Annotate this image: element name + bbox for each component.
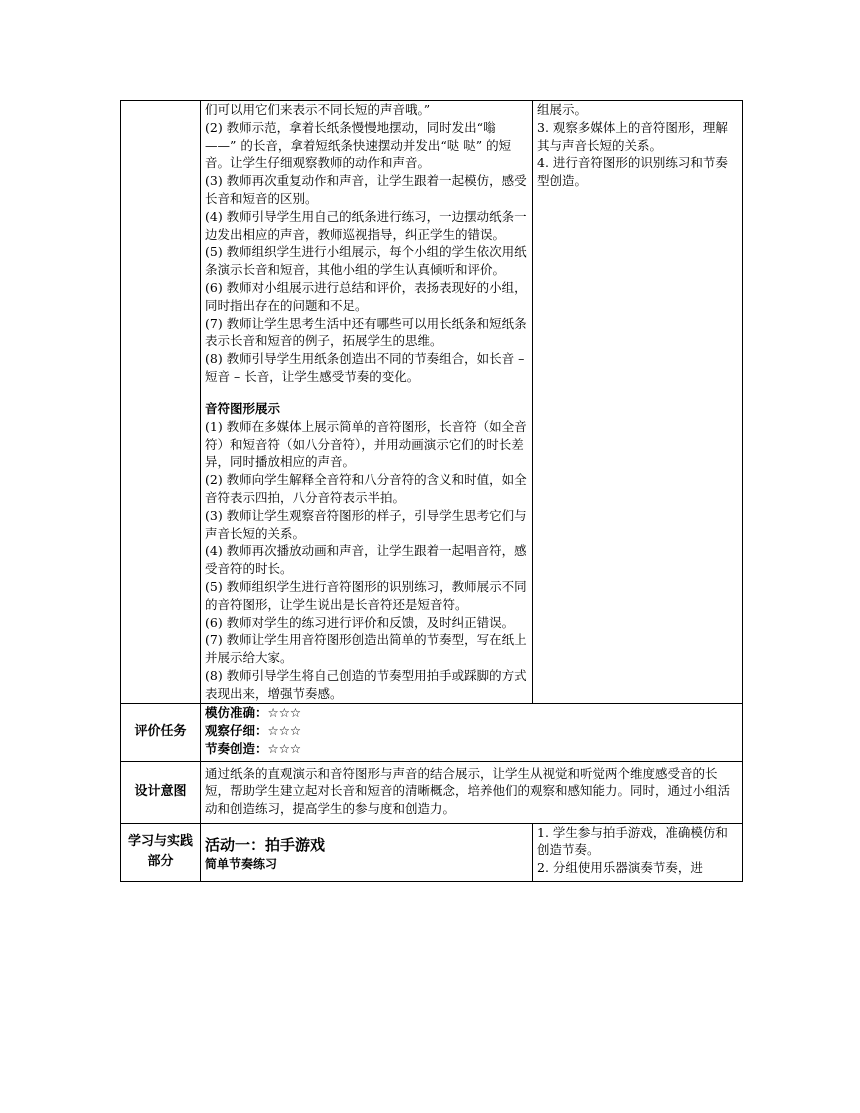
evaluation-items [205, 704, 738, 758]
practice-row [121, 823, 743, 881]
practice-activity-cell [201, 823, 533, 881]
note-graphics-step: (1) 教师在多媒体上展示简单的音符图形，长音符（如全音符）和短音符（如八分音符），并用动画演示它们的时长差异，同时播放相应的声音。 [205, 418, 527, 470]
practice-side-cell [533, 823, 743, 881]
teacher-step: (3) 教师再次重复动作和声音，让学生跟着一起模仿，感受长音和短音的区别。 [205, 173, 527, 206]
evaluation-item-name: 观察仔细： [205, 722, 268, 738]
note-graphics-step: (5) 教师组织学生进行音符图形的识别练习，教师展示不同的音符图形，让学生说出是长音符还是短音符。 [205, 578, 527, 612]
teacher-activity-cell [201, 101, 533, 704]
student-activity-cell [533, 101, 743, 704]
activity-title: 活动一：拍手游戏 [205, 835, 326, 854]
evaluation-cell [201, 703, 743, 761]
evaluation-stars: ☆☆☆ [267, 704, 302, 720]
evaluation-item [205, 740, 738, 758]
evaluation-item [205, 722, 738, 740]
teacher-steps [205, 101, 528, 386]
design-label: 设计意图 [121, 761, 201, 823]
teacher-step: (7) 教师让学生思考生活中还有哪些可以用长纸条和短纸条表示长音和短音的例子，拓展学生的思维。 [205, 315, 527, 349]
teacher-step: (5) 教师组织学生进行小组展示，每个小组的学生依次用纸条演示长音和短音，其他小组的学生认真倾听和评价。 [205, 244, 527, 278]
evaluation-stars: ☆☆☆ [267, 722, 302, 738]
note-graphics-step: (8) 教师引导学生将自己创造的节奏型用拍手或踩脚的方式表现出来，增强节奏感。 [205, 667, 527, 701]
teacher-step: (6) 教师对小组展示进行总结和评价，表扬表现好的小组，同时指出存在的问题和不足。 [205, 279, 527, 313]
student-step: 3. 观察多媒体上的音符图形，理解其与声音长短的关系。 [537, 119, 728, 153]
practice-student-step: 2. 分组使用乐器演奏节奏，进 [537, 860, 703, 876]
note-graphics-step: (4) 教师再次播放动画和声音，让学生跟着一起唱音符，感受音符的时长。 [205, 543, 527, 577]
activity-subtitle: 简单节奏练习 [205, 856, 278, 871]
teacher-step: (8) 教师引导学生用纸条创造出不同的节奏组合，如长音 – 短音 – 长音，让学生感受节奏的变化。 [205, 351, 529, 384]
empty-label-cell [121, 101, 201, 704]
note-graphics-step: (3) 教师让学生观察音符图形的样子，引导学生思考它们与声音长短的关系。 [205, 507, 527, 541]
teacher-step: 们可以用它们来表示不同长短的声音哦。” [205, 102, 431, 117]
note-graphics-steps [205, 418, 528, 703]
lesson-plan-table [120, 100, 743, 882]
teacher-step: (2) 教师示范，拿着长纸条慢慢地摆动，同时发出“嗡 ——” 的长音，拿着短纸条快速摆动并发出“哒 哒” 的短音。让学生仔细观察教师的动作和声音。 [205, 119, 512, 171]
section-title-note-graphics: 音符图形展示 [205, 400, 281, 416]
evaluation-item [205, 704, 738, 722]
practice-student-step: 1. 学生参与拍手游戏，准确模仿和创造节奏。 [537, 824, 728, 858]
evaluation-stars: ☆☆☆ [267, 740, 302, 756]
design-text: 通过纸条的直观演示和音符图形与声音的结合展示，让学生从视觉和听觉两个维度感受音的长短，帮助学生建立起对长音和短音的清晰概念，培养他们的观察和感知能力。同时，通过小组活动和创造练习，提高学生的参与度和创造力。 [205, 765, 731, 817]
evaluation-item-name: 节奏创造： [205, 740, 268, 756]
design-row [121, 761, 743, 823]
practice-student-steps [537, 824, 738, 877]
evaluation-row [121, 703, 743, 761]
note-graphics-step: (2) 教师向学生解释全音符和八分音符的含义和时值，如全音符表示四拍，八分音符表示半拍。 [205, 472, 527, 505]
student-steps [537, 101, 738, 190]
student-step: 4. 进行音符图形的识别练习和节奏型创造。 [537, 155, 728, 189]
evaluation-label: 评价任务 [121, 703, 201, 761]
student-step: 组展示。 [537, 102, 588, 117]
note-graphics-step: (7) 教师让学生用音符图形创造出简单的节奏型，写在纸上并展示给大家。 [205, 632, 527, 666]
teacher-step: (4) 教师引导学生用自己的纸条进行练习，一边摆动纸条一边发出相应的声音，教师巡视指导，纠正学生的错误。 [205, 208, 527, 242]
teaching-process-row [121, 101, 743, 704]
design-cell [201, 761, 743, 823]
note-graphics-step: (6) 教师对学生的练习进行评价和反馈，及时纠正错误。 [205, 614, 515, 630]
evaluation-item-name: 模仿准确： [205, 704, 268, 720]
practice-label: 学习与实践部分 [121, 823, 201, 881]
